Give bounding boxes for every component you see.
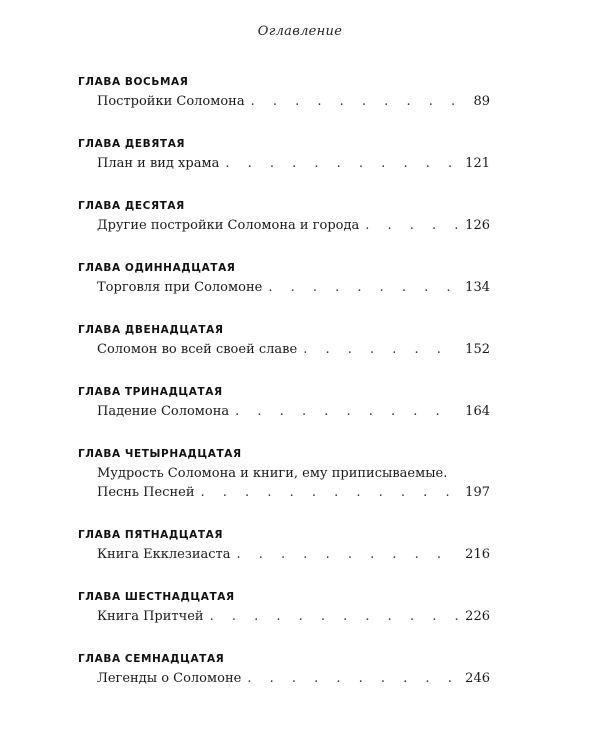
entry-title: Соломон во всей своей славе (97, 342, 298, 357)
chapter-label: ГЛАВА ДВЕНАДЦАТАЯ (78, 324, 224, 336)
chapter-label: ГЛАВА ДЕВЯТАЯ (78, 138, 186, 150)
toc-entry[interactable] (97, 671, 490, 686)
entry-pre-title: Мудрость Соломона и книги, ему приписываемые. (97, 466, 448, 481)
toc-chapter (78, 591, 490, 653)
entry-page-number: 126 (465, 218, 490, 233)
entry-title: Другие постройки Соломона и города (97, 218, 360, 233)
entry-title: Падение Соломона (97, 404, 230, 419)
dot-leader (365, 218, 459, 233)
toc-chapter (78, 653, 490, 715)
entry-title: Книга Притчей (97, 609, 204, 624)
entry-page-number: 164 (465, 404, 490, 419)
dot-leader (210, 609, 460, 624)
dot-leader (247, 671, 459, 686)
toc-entry[interactable] (97, 342, 490, 357)
toc-chapter (78, 138, 490, 200)
dot-leader (268, 280, 459, 295)
chapter-label: ГЛАВА ШЕСТНАДЦАТАЯ (78, 591, 235, 603)
toc-chapter (78, 324, 490, 386)
toc-entry[interactable] (97, 609, 490, 624)
entry-page-number: 152 (465, 342, 490, 357)
page-header: Оглавление (257, 24, 343, 39)
toc-chapter (78, 76, 490, 138)
toc-entry[interactable] (97, 218, 490, 233)
toc-chapter (78, 386, 490, 448)
dot-leader (251, 94, 468, 109)
dot-leader (237, 547, 460, 562)
dot-leader (303, 342, 459, 357)
chapter-label: ГЛАВА ОДИННАДЦАТАЯ (78, 262, 236, 274)
entry-page-number: 121 (465, 156, 490, 171)
entry-page-number: 216 (465, 547, 490, 562)
entry-title: Легенды о Соломоне (97, 671, 242, 686)
chapter-label: ГЛАВА ЧЕТЫРНАДЦАТАЯ (78, 448, 242, 460)
entry-title: Постройки Соломона (97, 94, 245, 109)
entry-page-number: 197 (465, 485, 490, 500)
toc-chapter (78, 262, 490, 324)
entry-title: План и вид храма (97, 156, 220, 171)
toc-entry[interactable] (97, 156, 490, 171)
toc-chapter (78, 529, 490, 591)
toc-entry[interactable] (97, 485, 490, 500)
entry-page-number: 226 (465, 609, 490, 624)
chapter-label: ГЛАВА ВОСЬМАЯ (78, 76, 189, 88)
entry-page-number: 134 (465, 280, 490, 295)
entry-page-number: 246 (465, 671, 490, 686)
toc-chapter (78, 448, 490, 529)
chapter-label: ГЛАВА ДЕСЯТАЯ (78, 200, 185, 212)
entry-title: Песнь Песней (97, 485, 195, 500)
toc-chapter (78, 200, 490, 262)
entry-title: Книга Екклезиаста (97, 547, 231, 562)
dot-leader (201, 485, 460, 500)
toc-entry[interactable] (97, 280, 490, 295)
toc-entry[interactable] (97, 547, 490, 562)
table-of-contents (78, 76, 490, 715)
toc-entry[interactable] (97, 94, 490, 109)
entry-title: Торговля при Соломоне (97, 280, 263, 295)
entry-page-number: 89 (473, 94, 490, 109)
toc-entry[interactable] (97, 404, 490, 419)
dot-leader (225, 156, 459, 171)
dot-leader (235, 404, 459, 419)
chapter-label: ГЛАВА СЕМНАДЦАТАЯ (78, 653, 225, 665)
chapter-label: ГЛАВА ПЯТНАДЦАТАЯ (78, 529, 224, 541)
chapter-label: ГЛАВА ТРИНАДЦАТАЯ (78, 386, 223, 398)
